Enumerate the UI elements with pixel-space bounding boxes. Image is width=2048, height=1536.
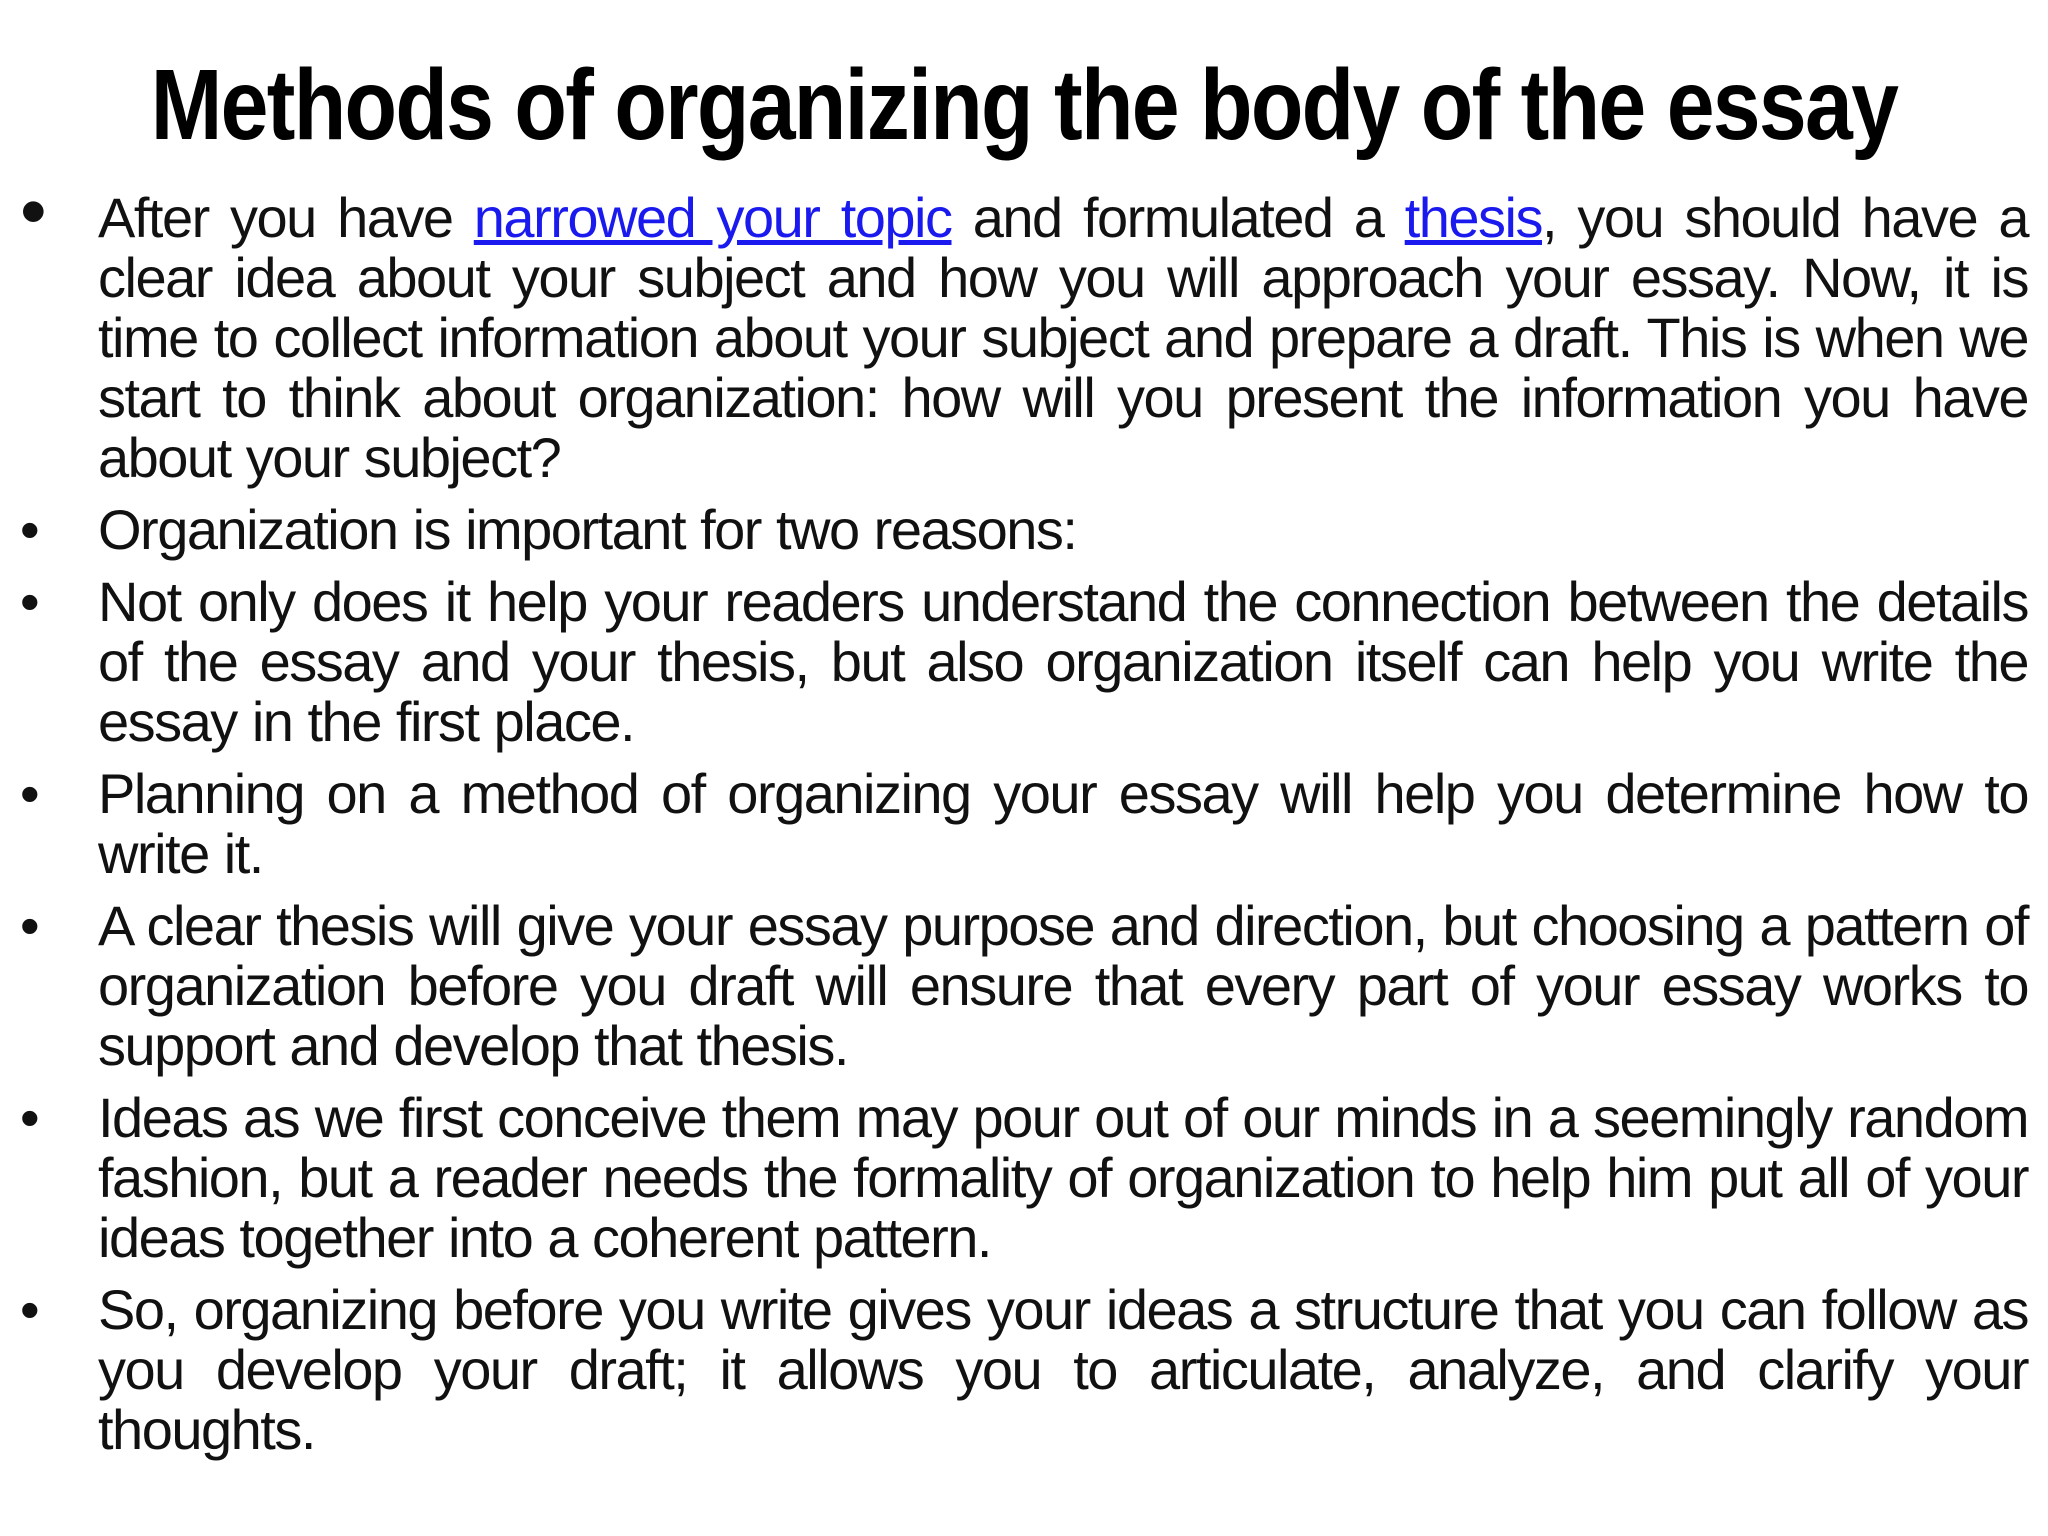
list-item xyxy=(20,896,2028,1076)
bullet-text xyxy=(98,188,2028,488)
bullet-icon: • xyxy=(20,1278,39,1341)
slide-title: Methods of organizing the body of the essay xyxy=(150,49,1898,161)
bullet-text: Organization is important for two reasons: xyxy=(98,498,1077,561)
bullet-text: Planning on a method of organizing your essay will help you determine how to write it. xyxy=(98,762,2028,885)
bullet-text-mid: and formulated a xyxy=(951,186,1405,249)
narrowed-topic-link[interactable]: narrowed your topic xyxy=(473,186,952,249)
list-item xyxy=(20,1088,2028,1268)
list-item xyxy=(20,169,2028,489)
list-item xyxy=(20,500,2028,560)
bullet-icon: • xyxy=(20,570,39,633)
bullet-icon: • xyxy=(20,762,39,825)
bullet-text-rest: , you should have a clear idea about your subject and how you will approach your essay. Now, it is time to collect information about your subject and prepare a draft. This is when we start to think about organization: how will you present the information you have about your subject? xyxy=(98,186,2028,489)
list-item xyxy=(20,572,2028,752)
bullet-icon: • xyxy=(20,498,39,561)
bullet-icon: • xyxy=(20,1086,39,1149)
list-item xyxy=(20,764,2028,884)
bullet-icon: • xyxy=(20,894,39,957)
bullet-list xyxy=(20,169,2028,1472)
bullet-text: So, organizing before you write gives your ideas a structure that you can follow as you develop your draft; it allows you to articulate, analyze, and clarify your thoughts. xyxy=(98,1278,2028,1461)
bullet-icon: • xyxy=(20,169,46,254)
bullet-text: A clear thesis will give your essay purpose and direction, but choosing a pattern of organization before you draft will ensure that every part of your essay works to support and develop that thesis. xyxy=(98,894,2028,1077)
bullet-text-lead: After you have xyxy=(98,186,474,249)
bullet-text: Ideas as we first conceive them may pour out of our minds in a seemingly random fashion, but a reader needs the formality of organization to help him put all of your ideas together into a coherent pattern. xyxy=(98,1086,2028,1269)
bullet-text: Not only does it help your readers understand the connection between the details of the essay and your thesis, but also organization itself can help you write the essay in the first place. xyxy=(98,570,2028,753)
thesis-link[interactable]: thesis xyxy=(1404,186,1542,249)
list-item xyxy=(20,1280,2028,1460)
